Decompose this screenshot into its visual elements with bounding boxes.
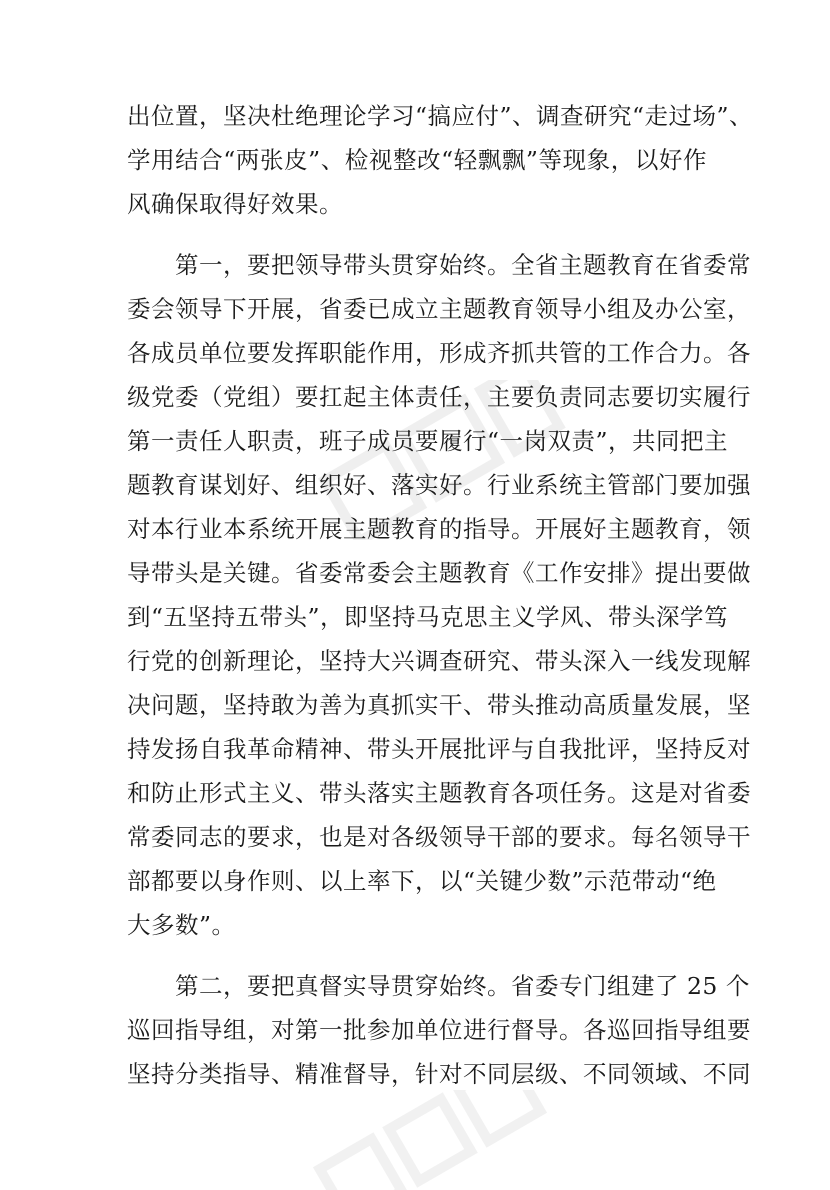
text-line: 级党委（党组）要扛起主体责任，主要负责同志要切实履行 — [127, 383, 751, 411]
text-line: 巡回指导组，对第一批参加单位进行督导。各巡回指导组要 — [127, 1016, 751, 1044]
text-line: 第二，要把真督实导贯穿始终。省委专门组建了 25 个 — [175, 972, 750, 1000]
text-line: 到“五坚持五带头”，即坚持马克思主义学风、带头深学笃 — [127, 603, 729, 631]
text-line: 出位置，坚决杜绝理论学习“搞应付”、调查研究“走过场”、 — [127, 102, 754, 130]
watermark-logo-bottom — [300, 1090, 560, 1190]
document-body — [127, 94, 754, 1096]
text-line: 大多数”。 — [127, 911, 236, 939]
text-line: 委会领导下开展，省委已成立主题教育领导小组及办公室， — [127, 295, 751, 323]
text-line: 行党的创新理论，坚持大兴调查研究、带头深入一线发现解 — [127, 647, 751, 675]
text-line: 常委同志的要求，也是对各级领导干部的要求。每名领导干 — [127, 823, 751, 851]
text-line: 学用结合“两张皮”、检视整改“轻飘飘”等现象，以好作 — [127, 146, 707, 174]
text-line: 风确保取得好效果。 — [127, 190, 343, 218]
text-line: 各成员单位要发挥职能作用，形成齐抓共管的工作合力。各 — [127, 339, 751, 367]
text-line: 坚持分类指导、精准督导，针对不同层级、不同领域、不同 — [127, 1060, 751, 1088]
text-line: 决问题，坚持敢为善为真抓实干、带头推动高质量发展，坚 — [127, 691, 751, 719]
text-line: 部都要以身作则、以上率下，以“关键少数”示范带动“绝 — [127, 867, 717, 895]
text-line: 持发扬自我革命精神、带头开展批评与自我批评，坚持反对 — [127, 735, 751, 763]
text-line: 和防止形式主义、带头落实主题教育各项任务。这是对省委 — [127, 779, 751, 807]
text-line: 导带头是关键。省委常委会主题教育《工作安排》提出要做 — [127, 559, 751, 587]
text-line: 题教育谋划好、组织好、落实好。行业系统主管部门要加强 — [127, 471, 751, 499]
text-line: 对本行业本系统开展主题教育的指导。开展好主题教育，领 — [127, 515, 751, 543]
text-line: 第一，要把领导带头贯穿始终。全省主题教育在省委常 — [175, 251, 751, 279]
paragraph-second — [127, 964, 751, 1096]
paragraph-intro — [127, 94, 754, 226]
paragraph-first — [127, 243, 751, 947]
text-line: 第一责任人职责，班子成员要履行“一岗双责”，共同把主 — [127, 427, 729, 455]
